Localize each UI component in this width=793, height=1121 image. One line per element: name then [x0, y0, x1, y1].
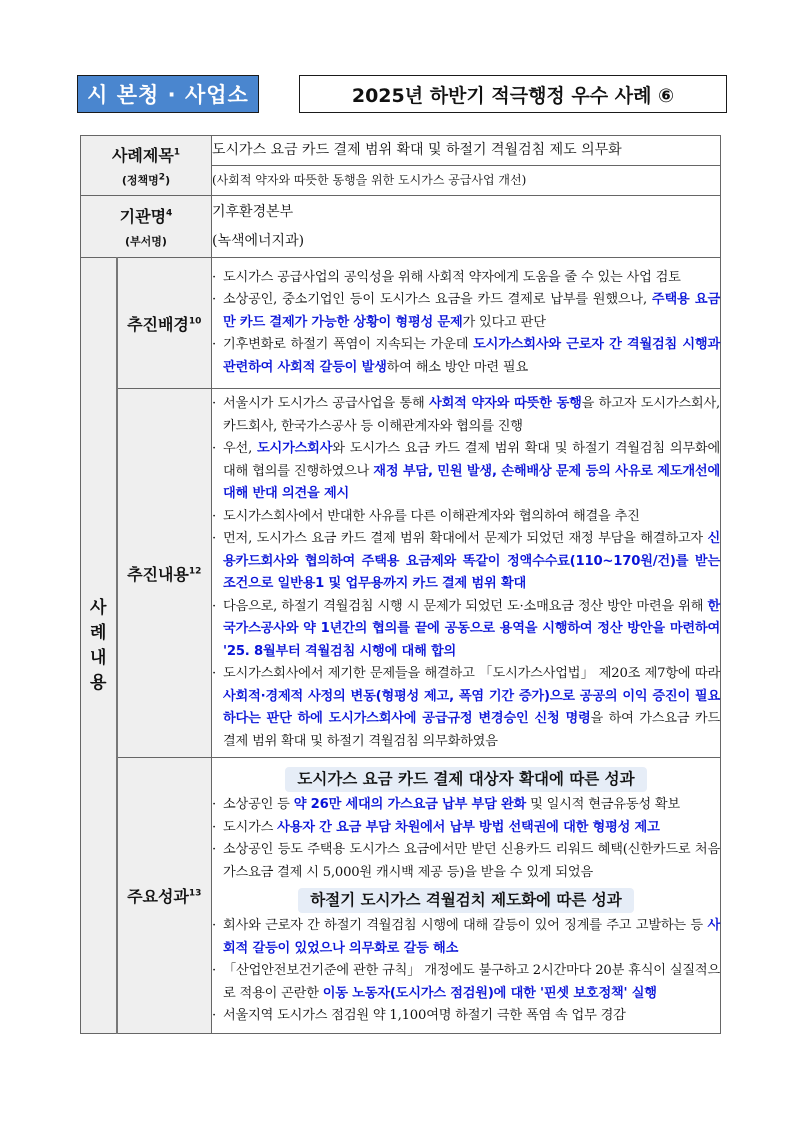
bullet-item — [212, 794, 720, 817]
emphasis-text: 신용카드회사와 협의하여 주택용 요금제와 똑같이 정액수수료(110~170원/건)를 받는 조건으로 일반용1 및 업무용까지 카드 결제 범위 확대 — [223, 531, 720, 591]
body-text: 소상공인, 중소기업인 등이 도시가스 요금을 카드 결제로 납부를 원했으나, — [223, 292, 652, 308]
body-text: 우선, — [223, 441, 257, 456]
bullet-item — [212, 817, 720, 840]
category-badge: 시 본청 · 사업소 — [77, 75, 259, 113]
bullet-item — [212, 663, 720, 753]
bullet-item — [212, 839, 720, 884]
body-text: 기후변화로 하절기 폭염이 지속되는 가운데 — [223, 337, 474, 353]
emphasis-text: 주택용 요금만 카드 결제가 가능한 상황이 형평성 문제 — [223, 292, 720, 330]
body-text: 와 도시가스 요금 카드 결제 범위 확대 및 하절기 격월검침 의무화에 대해 협의를 진행하였으나 — [223, 441, 720, 479]
bullet-item — [212, 438, 720, 506]
body-text: 소상공인 등 — [223, 797, 294, 813]
bullet-item — [212, 334, 720, 379]
body-text: 하여 해소 방안 마련 필요 — [386, 359, 529, 375]
emphasis-text: 재정 부담, 민원 발생, 손해배상 문제 등의 사유로 제도개선에 대해 반대 의견을 제시 — [223, 463, 721, 501]
bullet-item — [212, 915, 720, 960]
background-content — [212, 258, 721, 389]
document-title: 2025년 하반기 적극행정 우수 사례 ⑥ — [299, 75, 727, 113]
bullet-item — [212, 289, 720, 334]
body-text: 가 있다고 판단 — [462, 314, 546, 330]
card-results-list — [212, 794, 720, 884]
emphasis-text: 사용자 간 요금 부담 차원에서 납부 방법 선택권에 대한 형평성 제고 — [277, 819, 660, 835]
bullet-item — [212, 506, 720, 529]
body-text: 도시가스회사에서 제기한 문제들을 해결하고 「도시가스사업법」 제20조 제7항에 따라 — [223, 666, 720, 681]
emphasis-text: 사회적 갈등이 있었으나 의무화로 갈등 해소 — [223, 918, 720, 956]
bullet-item — [212, 596, 720, 664]
results-heading-inspection: 하절기 도시가스 격월검치 제도화에 따른 성과 — [298, 888, 633, 913]
body-text: 도시가스회사에서 반대한 사유를 다른 이해관계자와 협의하여 해결을 추진 — [223, 508, 640, 524]
policy-name-value: (사회적 약자와 따뜻한 동행을 위한 도시가스 공급사업 개선) — [212, 166, 721, 196]
body-text: 회사와 근로자 간 하절기 격월검침 시행에 대해 갈등이 있어 징계를 주고 고발하는 등 — [223, 918, 708, 934]
body-text: 소상공인 등도 주택용 도시가스 요금에서만 받던 신용카드 리워드 혜택(신한카드로 처음 가스요금 결제 시 5,000원 캐시백 제공 등)을 받을 수 있게 되었음 — [223, 842, 720, 880]
results-content — [212, 758, 721, 1034]
organization-label: 기관명$^4$ (부서명) — [81, 196, 212, 258]
case-title-value: 도시가스 요금 카드 결제 범위 확대 및 하절기 격월검침 제도 의무화 — [212, 136, 721, 166]
bullet-item — [212, 1005, 720, 1028]
process-label: 추진내용$^{12}$ — [117, 389, 212, 758]
body-text: 다음으로, 하절기 격월검침 시행 시 문제가 되었던 도·소매요금 정산 방안 마련을 위해 — [223, 598, 708, 614]
results-label: 주요성과$^{13}$ — [117, 758, 212, 1034]
emphasis-text: 약 26만 세대의 가스요금 납부 부담 완화 — [293, 797, 527, 813]
emphasis-text: 도시가스회사와 근로자 간 격월검침 시행과 관련하여 사회적 갈등이 발생 — [223, 337, 720, 375]
case-table — [80, 135, 721, 1034]
organization-value — [212, 196, 721, 258]
results-heading-card: 도시가스 요금 카드 결제 대상자 확대에 따른 성과 — [285, 767, 646, 792]
body-text: 「산업안전보건기준에 관한 규칙」 개정에도 불구하고 2시간마다 20분 휴식이 실질적으로 적용이 곤란한 — [223, 963, 720, 1001]
body-text: 도시가스 공급사업의 공익성을 위해 사회적 약자에게 도움을 줄 수 있는 사업 검토 — [223, 269, 681, 285]
bullet-item — [212, 528, 720, 596]
body-text: 서울시가 도시가스 공급사업을 통해 — [223, 396, 430, 411]
process-content — [212, 389, 721, 758]
emphasis-text: 한국가스공사와 약 1년간의 협의를 끝에 공동으로 용역을 시행하여 정산 방안을 마련하여 '25. 8월부터 격월검침 시행에 대해 합의 — [223, 598, 720, 659]
bullet-item — [212, 393, 720, 438]
inspection-results-list — [212, 915, 720, 1028]
body-text: 도시가스 — [223, 819, 278, 835]
emphasis-text: 도시가스회사 — [257, 441, 333, 456]
organization-name: 기후환경본부 — [212, 203, 294, 220]
emphasis-text: 사회적 약자와 따뜻한 동행 — [429, 396, 582, 411]
body-text: 을 하고자 도시가스회사, 카드회사, 한국가스공사 등 이해관계자와 협의를 진행 — [223, 396, 720, 434]
emphasis-text: 사회적·경제적 사정의 변동(형평성 제고, 폭염 기간 증가)으로 공공의 이익 증진이 필요하다는 판단 하에 도시가스회사에 공급규정 변경승인 신청 명령 — [223, 688, 720, 726]
department-name: (녹색에너지과) — [212, 232, 305, 249]
background-label: 추진배경$^{10}$ — [117, 258, 212, 389]
case-title-label: 사례제목$^1$ (정책명$^2$) — [81, 136, 212, 196]
bullet-item — [212, 267, 720, 290]
case-content-label: 사 례 내 용 — [81, 258, 117, 1034]
bullet-item — [212, 960, 720, 1005]
emphasis-text: 이동 노동자(도시가스 점검원)에 대한 '핀셋 보호정책' 실행 — [322, 985, 657, 1001]
body-text: 을 하여 가스요금 카드 결제 범위 확대 및 하절기 격월검침 의무화하였음 — [223, 711, 720, 749]
body-text: 서울지역 도시가스 점검원 약 1,100여명 하절기 극한 폭염 속 업무 경감 — [223, 1008, 626, 1024]
body-text: 및 일시적 현금유동성 확보 — [526, 797, 680, 813]
body-text: 먼저, 도시가스 요금 카드 결제 범위 확대에서 문제가 되었던 재정 부담을 해결하고자 — [223, 531, 708, 546]
